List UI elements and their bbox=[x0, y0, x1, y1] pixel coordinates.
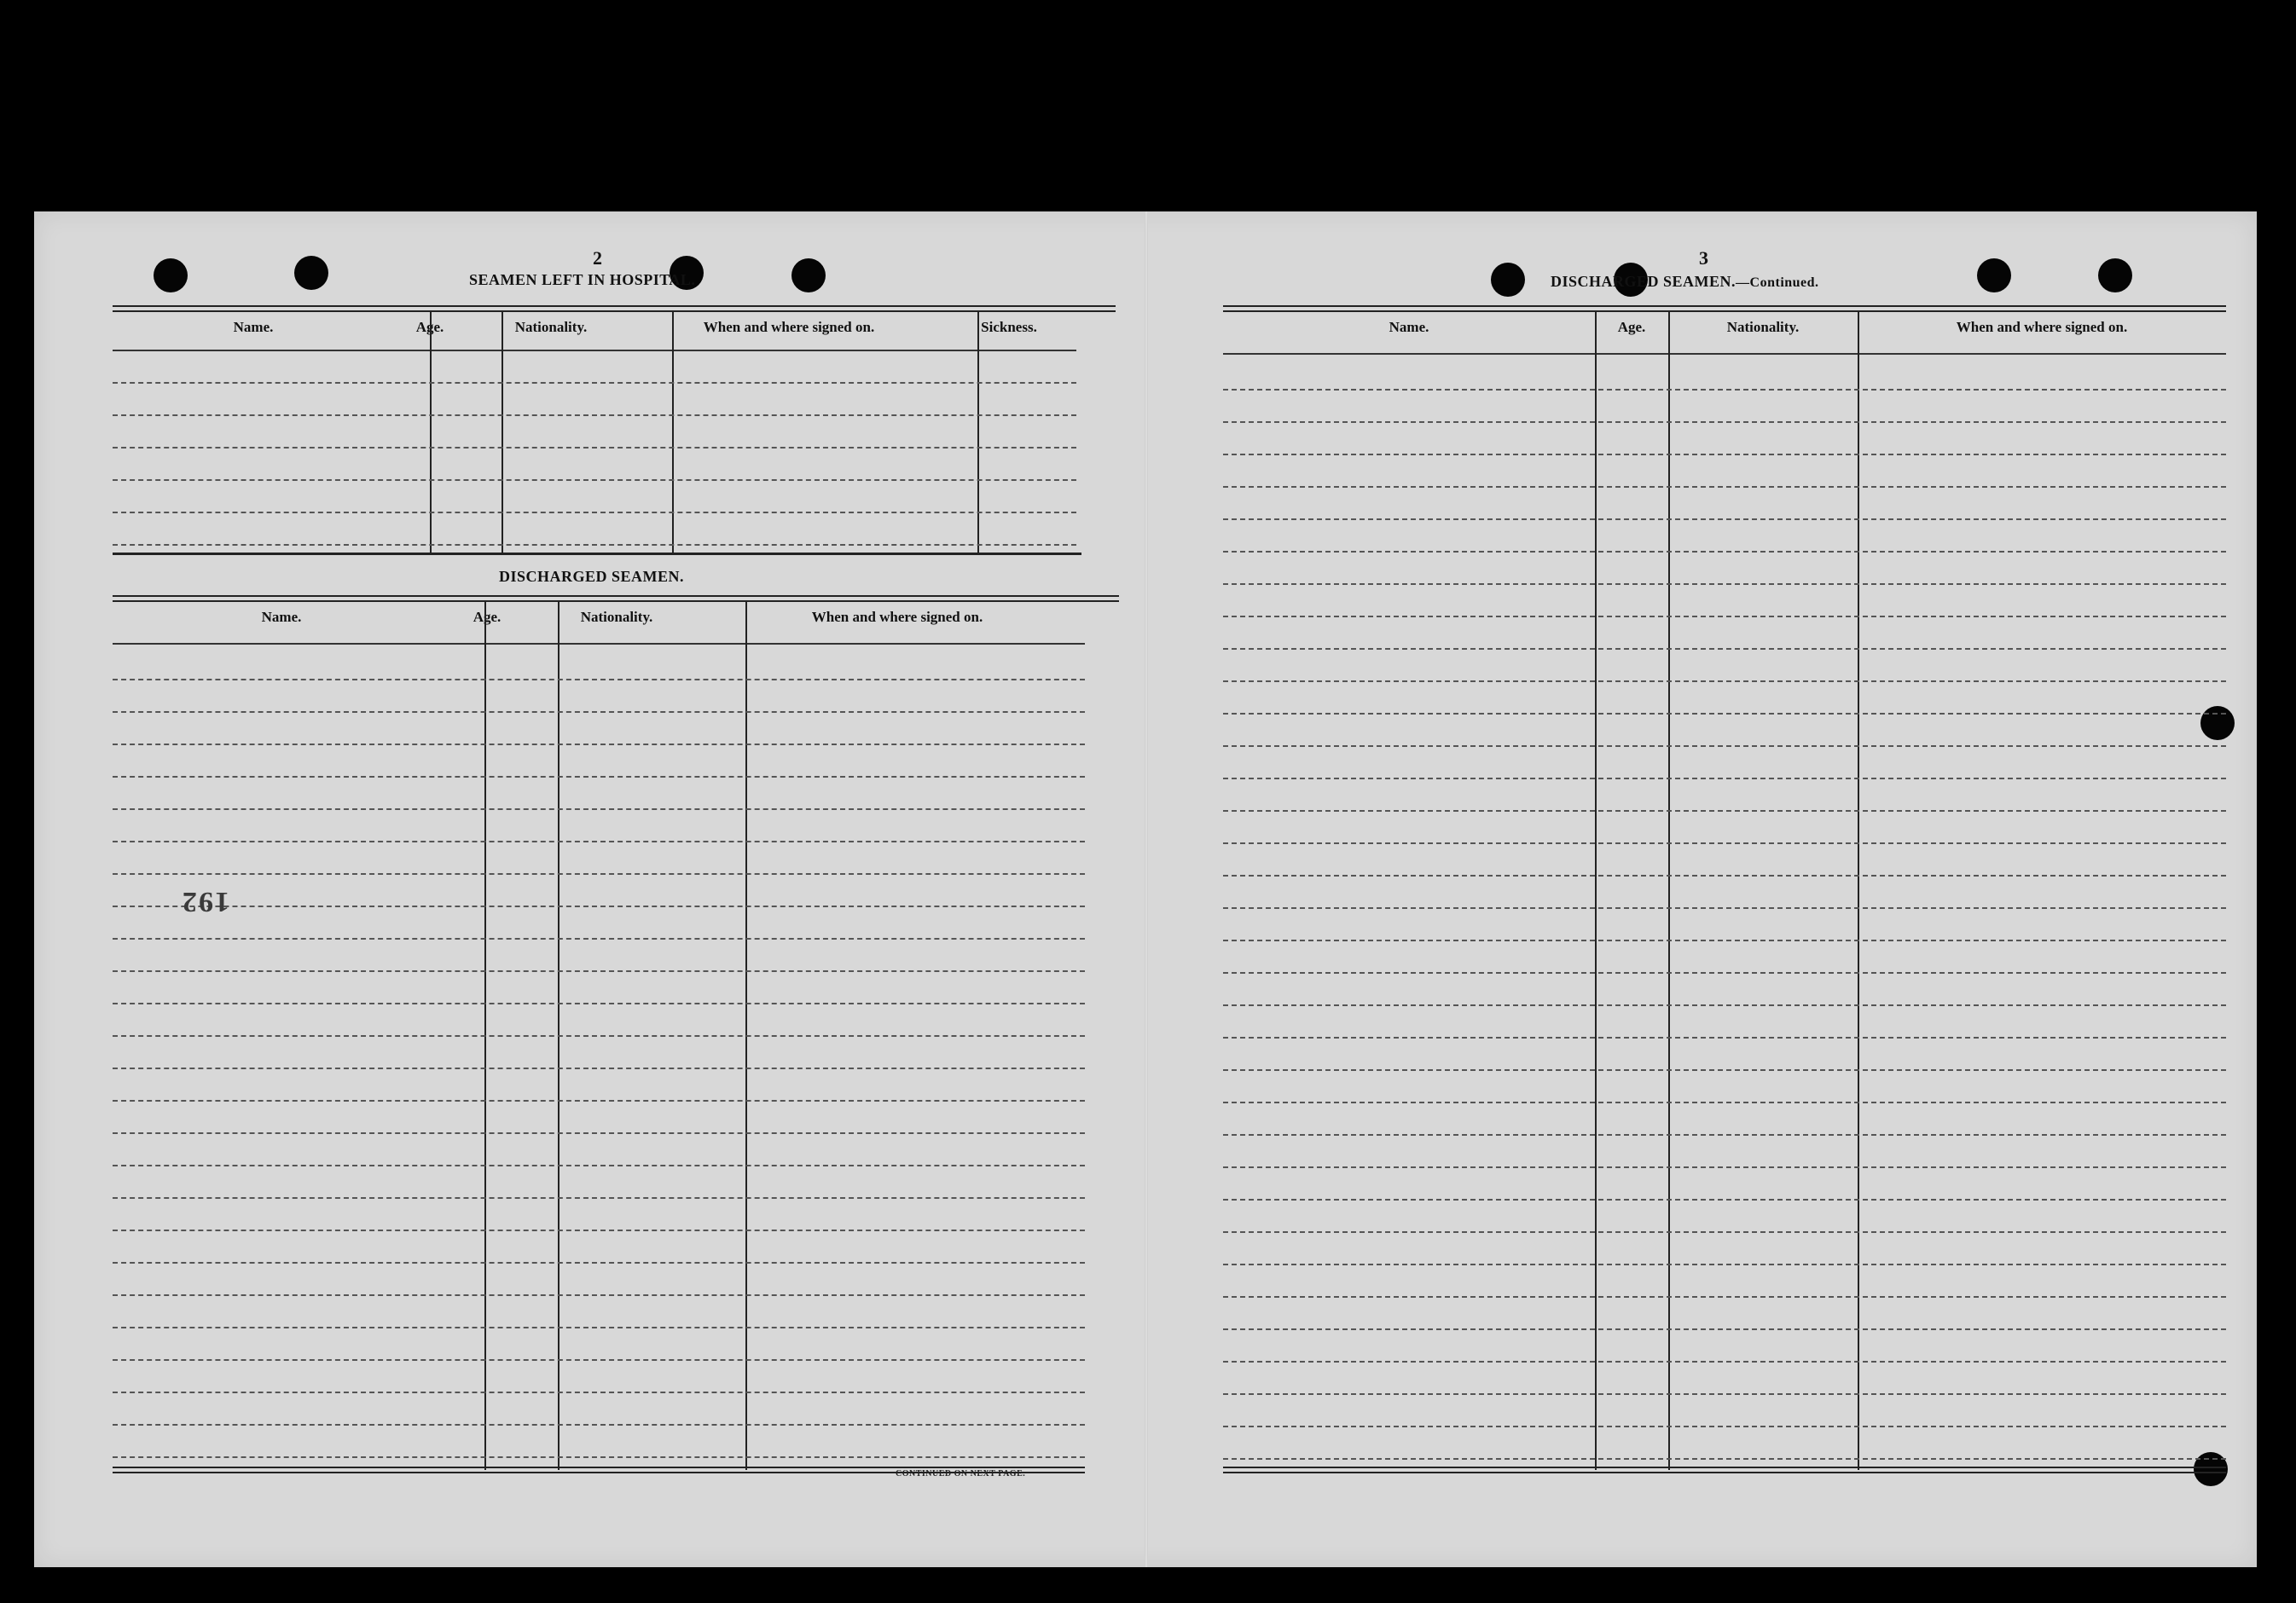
hospital-section-title: SEAMEN LEFT IN HOSPITAL. bbox=[469, 271, 696, 288]
continued-note: CONTINUED ON NEXT PAGE. bbox=[896, 1469, 1026, 1479]
col-header-signed-on: When and where signed on. bbox=[703, 319, 875, 335]
col-header-nationality: Nationality. bbox=[514, 319, 588, 335]
punch-hole bbox=[2098, 258, 2132, 292]
col-header-age: Age. bbox=[1617, 319, 1646, 335]
discharged-continued-title-main: DISCHARGED SEAMEN. bbox=[1551, 273, 1736, 290]
discharged-continued-title bbox=[1551, 273, 1819, 291]
col-header-sickness: Sickness. bbox=[981, 319, 1037, 335]
discharged-section-title: DISCHARGED SEAMEN. bbox=[499, 568, 685, 585]
page-number-left: 2 bbox=[593, 247, 602, 269]
punch-hole bbox=[294, 256, 328, 290]
document-sheet bbox=[34, 211, 2257, 1567]
col-header-age: Age. bbox=[415, 319, 444, 335]
col-header-name: Name. bbox=[1389, 319, 1429, 335]
punch-hole bbox=[154, 258, 188, 292]
col-header-signed-on: When and where signed on. bbox=[1956, 319, 2128, 335]
col-header-nationality: Nationality. bbox=[580, 609, 653, 625]
col-header-name: Name. bbox=[233, 319, 274, 335]
col-header-name: Name. bbox=[261, 609, 302, 625]
page-stamp: 192 bbox=[181, 886, 229, 917]
col-header-signed-on: When and where signed on. bbox=[811, 609, 983, 625]
col-header-age: Age. bbox=[473, 609, 502, 625]
punch-hole bbox=[1491, 263, 1525, 297]
hospital-table bbox=[113, 305, 1116, 561]
punch-hole bbox=[1977, 258, 2011, 292]
page-number-right: 3 bbox=[1699, 247, 1708, 269]
discharged-continued-title-suffix: —Continued. bbox=[1736, 275, 1819, 290]
center-fold bbox=[1145, 211, 1148, 1567]
discharged-table-right bbox=[1223, 305, 2226, 1516]
discharged-table-left bbox=[113, 595, 1119, 1508]
punch-hole bbox=[791, 258, 826, 292]
col-header-nationality: Nationality. bbox=[1726, 319, 1800, 335]
